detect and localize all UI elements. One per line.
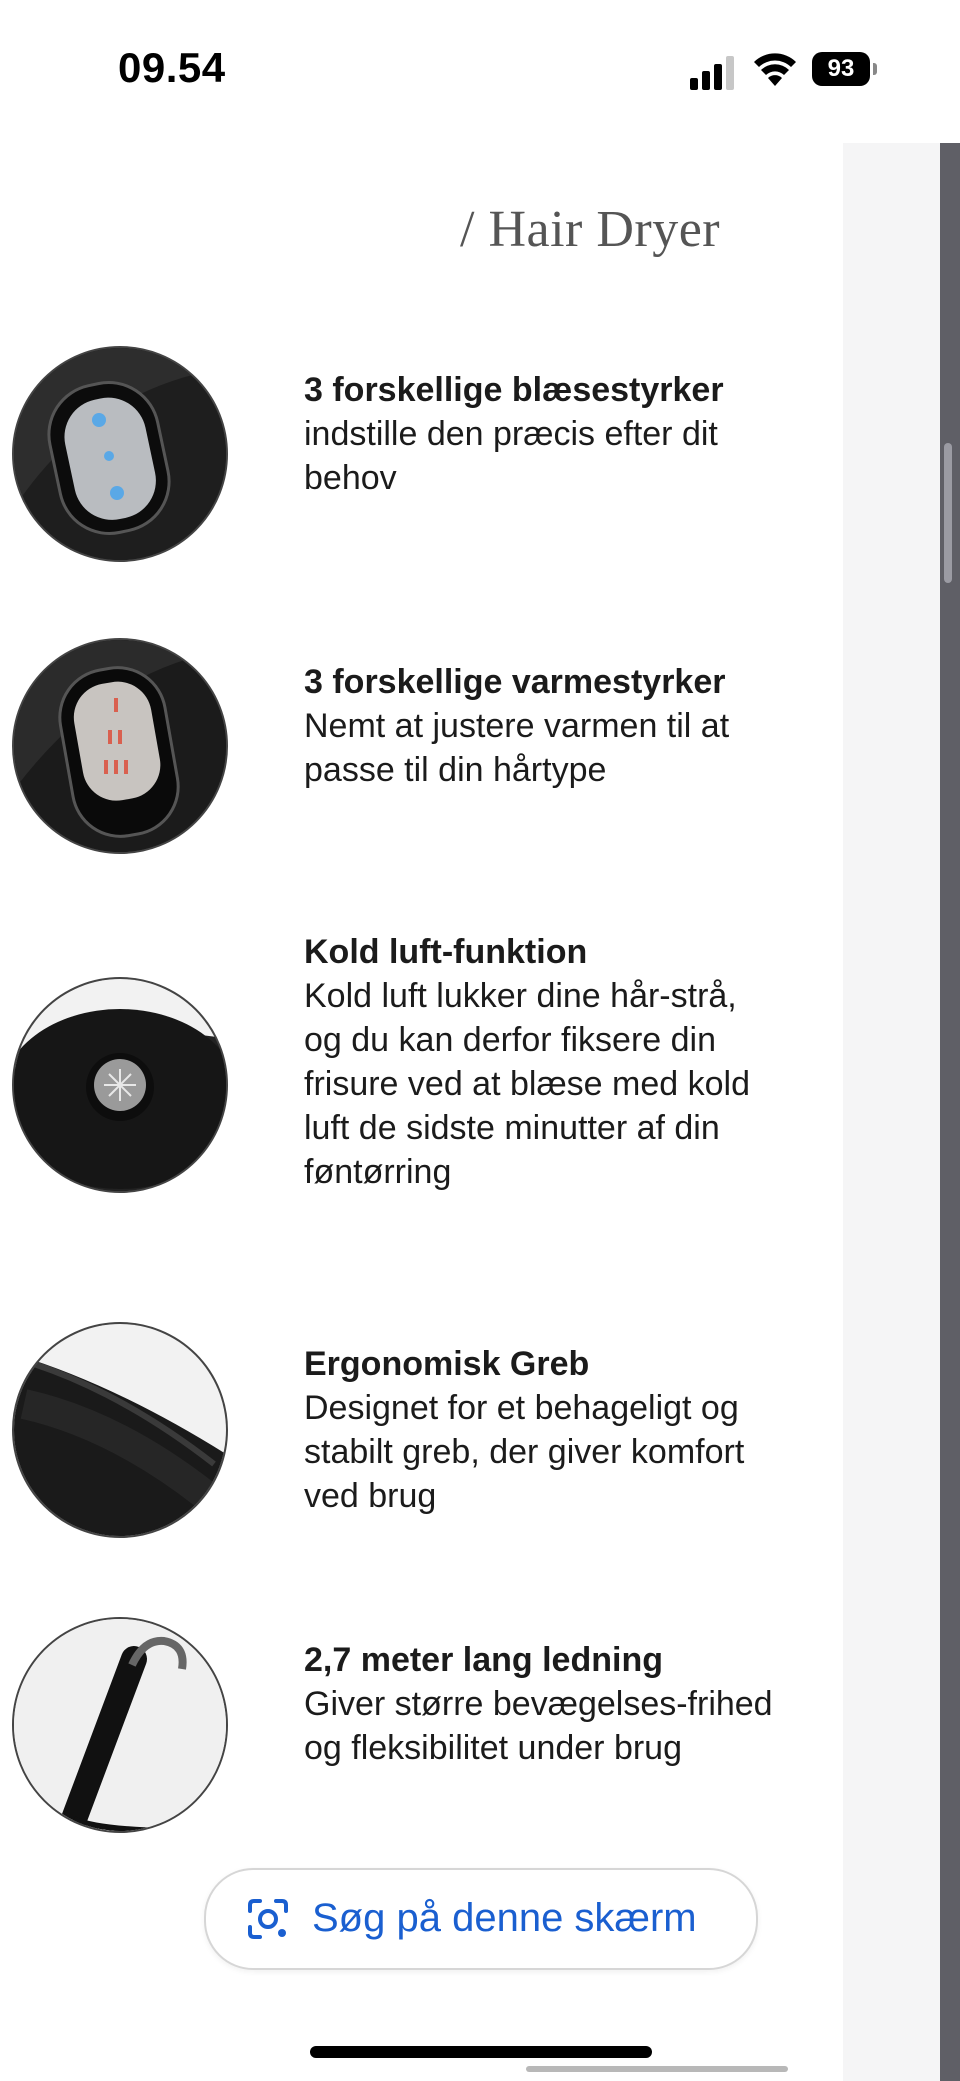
feature-heading: 3 forskellige varmestyrker bbox=[304, 663, 726, 701]
feature-heat-image bbox=[12, 638, 228, 854]
cellular-signal-icon bbox=[690, 56, 738, 90]
feature-airflow-image bbox=[12, 346, 228, 562]
product-title: / Hair Dryer bbox=[460, 201, 721, 258]
feature-cold-shot-image bbox=[12, 977, 228, 1193]
feature-description: Kold luft lukker dine hår-strå, og du kan derfor fiksere din frisure ved at blæse med kold luft de sidste minutter af din føntørring bbox=[304, 977, 750, 1191]
feature-cord-image bbox=[12, 1617, 228, 1833]
feature-description: Designet for et behageligt og stabilt greb, der giver komfort ved brug bbox=[304, 1389, 745, 1515]
battery-level: 93 bbox=[812, 52, 870, 86]
feature-description: Giver større bevægelses-frihed og fleksibilitet under brug bbox=[304, 1685, 773, 1767]
page-gutter bbox=[843, 143, 940, 2081]
search-screen-button[interactable] bbox=[204, 1868, 758, 1970]
feature-description: indstille den præcis efter dit behov bbox=[304, 415, 718, 497]
adjacent-image-strip[interactable] bbox=[940, 143, 960, 2081]
feature-grip-text bbox=[304, 1342, 774, 1518]
feature-grip-image bbox=[12, 1322, 228, 1538]
gesture-track bbox=[526, 2066, 788, 2072]
feature-cold-shot-text bbox=[304, 930, 774, 1194]
feature-cord-text bbox=[304, 1638, 774, 1770]
status-time: 09.54 bbox=[118, 44, 226, 91]
feature-heat-text bbox=[304, 660, 774, 792]
lens-search-icon bbox=[246, 1897, 290, 1941]
feature-airflow-text bbox=[304, 368, 774, 500]
home-indicator[interactable] bbox=[310, 2046, 652, 2058]
feature-heading: 2,7 meter lang ledning bbox=[304, 1641, 663, 1679]
feature-heading: Ergonomisk Greb bbox=[304, 1345, 590, 1383]
status-bar bbox=[0, 0, 960, 140]
search-screen-label: Søg på denne skærm bbox=[312, 1896, 697, 1940]
feature-description: Nemt at justere varmen til at passe til din hårtype bbox=[304, 707, 730, 789]
battery-icon bbox=[812, 52, 878, 86]
feature-heading: 3 forskellige blæsestyrker bbox=[304, 371, 724, 409]
wifi-icon bbox=[752, 50, 798, 88]
feature-heading: Kold luft-funktion bbox=[304, 933, 588, 971]
